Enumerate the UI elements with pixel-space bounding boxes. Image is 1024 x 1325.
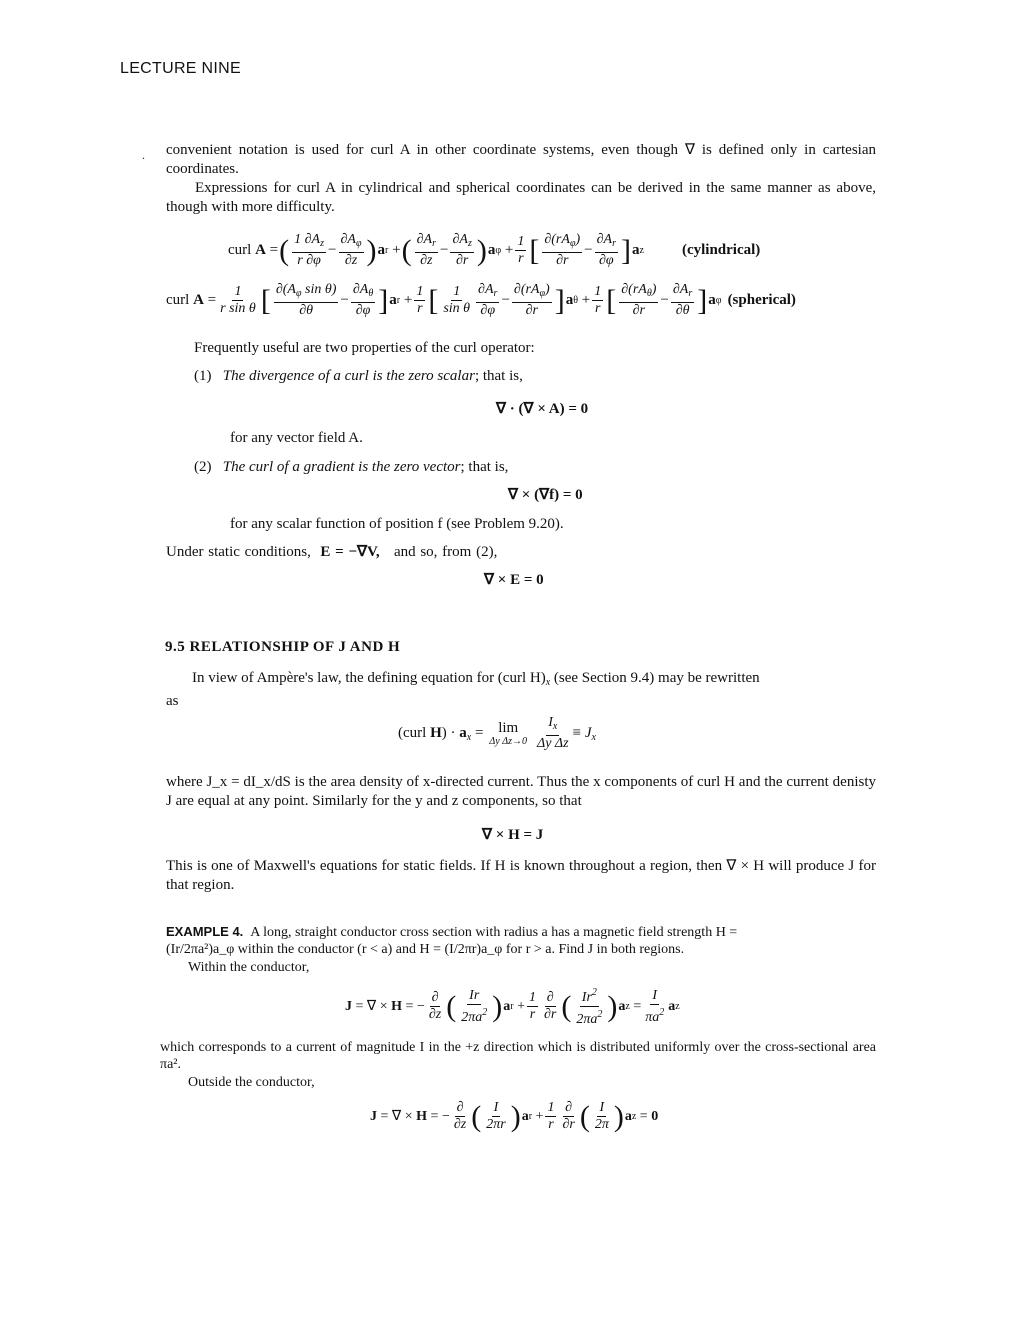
example-text-1: A long, straight conductor cross section with radius a has a magnetic field strength H =: [250, 925, 738, 940]
equation-J-outside: J = ∇ × H = − $\frac{\partial}{\partial z}$ ( $\frac{I}{2\pi r}$ ) a r + $\frac{1}{r}$ $\frac{\partial}{\partial r}$ ( $\frac{I}{2\pi}$ ) a z = 0: [370, 1099, 659, 1133]
paragraph-current-density: where J_x = dI_x/dS is the area density of x-directed current. Thus the x components of curl H and the current denisty J are equal at any point. Similarly for the y and z components, so that: [166, 774, 876, 809]
static-eq-E: E = −∇V,: [320, 544, 380, 560]
paragraph-notation: convenient notation is used for curl A in other coordinate systems, even though ∇ is defined only in cartesian coordinates.: [166, 142, 876, 177]
equation-div-curl: ∇ · (∇ × A) = 0: [496, 401, 589, 417]
property-2-rest: ; that is,: [460, 459, 509, 475]
label-spherical: (spherical): [727, 292, 796, 308]
property-1-statement: The divergence of a curl is the zero scalar: [222, 368, 475, 384]
paragraph-expressions: Expressions for curl A in cylindrical and spherical coordinates can be derived in the same manner as above, though with more difficulty.: [166, 180, 876, 215]
equation-curl-grad: ∇ × (∇f) = 0: [508, 487, 583, 503]
property-2-number: (2): [194, 459, 212, 475]
example-label: EXAMPLE 4.: [166, 924, 244, 939]
example-outside: Outside the conductor,: [188, 1075, 315, 1090]
paragraph-ampere-b: (see Section 9.4) may be rewritten: [550, 670, 760, 686]
property-1-rest: ; that is,: [474, 368, 523, 384]
paragraph-uniform: which corresponds to a current of magnitude I in the +z direction which is distributed uniformly over the cross-sectional area πa².: [160, 1040, 876, 1072]
equation-curl-spherical: curl A = $\frac{1}{\text{r sin θ}}$ [ $\frac{\partial(A_\varphi \sin \theta)}{\partial\theta}$ − $\frac{\partial A_\theta}{\partial\varphi}$ ] a r + $\frac{1}{r}$ [ $\frac{1}{\text{sin θ}}$ $\frac{\partial A_r}{\partial\varphi}$ − $\frac{\partial(rA_\varphi)}{\partial r}$ ] a θ + $\frac{1}{r}$ [ $\frac{\partial(rA_\theta)}{\partial r}$ − $\frac{\partial A_r}{\partial\theta}$ ] a φ (spherical): [166, 282, 796, 318]
property-2: [194, 458, 508, 477]
example-within: Within the conductor,: [188, 960, 310, 975]
paragraph-ampere-c: as: [166, 693, 179, 709]
equation-curl-E: ∇ × E = 0: [484, 572, 544, 588]
equation-J-inside: J = ∇ × H = − $\frac{\partial}{\partial z}$ ( $\frac{Ir}{2\pi a^2}$ ) a r + $\frac{1}{r}$ $\frac{\partial}{\partial r}$ ( $\frac{Ir^2}{2\pi a^2}$ ) a z = $\frac{I}{\pi a^2}$ a z: [345, 987, 680, 1027]
margin-mark: .: [142, 148, 145, 162]
property-1: [194, 367, 523, 386]
paragraph-maxwell: This is one of Maxwell's equations for static fields. If H is known throughout a region, then ∇ × H will produce J for that region.: [166, 858, 876, 893]
equation-maxwell-curlH: ∇ × H = J: [482, 827, 544, 843]
property-1-note: for any vector field A.: [230, 430, 363, 446]
page-header: LECTURE NINE: [120, 60, 241, 77]
property-2-statement: The curl of a gradient is the zero vector: [222, 459, 461, 475]
paragraph-ampere: In view of Ampère's law, the defining equation for (curl $H)_x$ (see Section 9.4) may be rewritten as: [166, 670, 760, 709]
section-title: 9.5 RELATIONSHIP OF J AND H: [165, 639, 401, 655]
example-text-2: (Ir/2πa²)a_φ within the conductor (r < a) and H = (I/2πr)a_φ for r > a. Find J in both regions.: [166, 942, 685, 957]
static-mid: and so, from (2),: [393, 544, 498, 560]
equation-curlH-limit: (curl $H) \cdot a_x$ = lim Δy Δz→0 $\frac{I_x}{\text{Δy Δz}}$ ≡ $J_x$: [398, 715, 596, 751]
label-cylindrical: (cylindrical): [681, 242, 761, 258]
static-conditions: [166, 543, 497, 562]
property-1-number: (1): [194, 368, 212, 384]
example-4: [166, 923, 876, 958]
paragraph-ampere-a: In view of Ampère's law, the defining equation for (curl H): [192, 670, 546, 686]
static-text: Under static conditions,: [166, 544, 311, 560]
property-2-note: for any scalar function of position f (see Problem 9.20).: [230, 516, 564, 532]
paragraph-properties: Frequently useful are two properties of the curl operator:: [194, 340, 535, 356]
equation-curl-cylindrical: curl A = ( $\frac{1 \partial A_z}{r \partial\varphi}$ − $\frac{\partial A_\varphi}{\partial z}$ ) a r + ( $\frac{\partial A_r}{\partial z}$ − $\frac{\partial A_z}{\partial r}$ ) a φ + $\frac{1}{r}$ [ $\frac{\partial(rA_\varphi)}{\partial r}$ − $\frac{\partial A_r}{\partial\varphi}$ ] a z (cylindrical): [228, 232, 761, 268]
